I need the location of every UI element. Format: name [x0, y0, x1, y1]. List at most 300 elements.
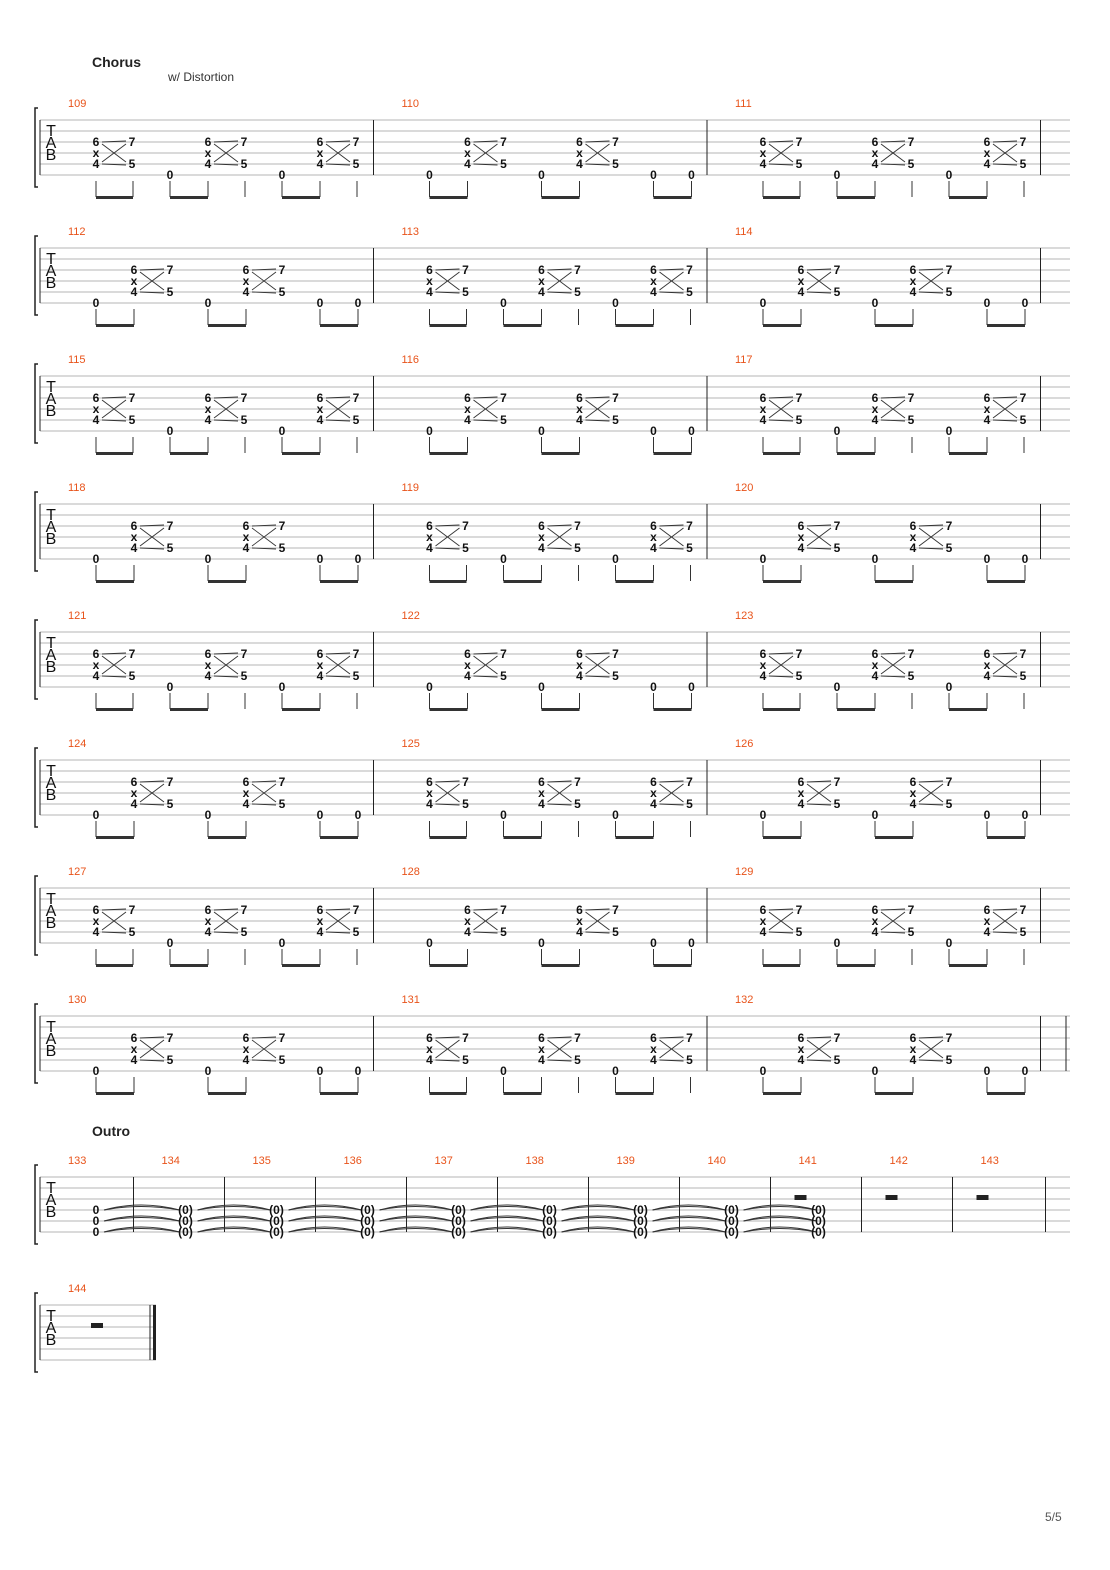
- fret-number: 4: [909, 797, 917, 811]
- beam: [949, 964, 987, 967]
- fret-number: 7: [240, 647, 248, 661]
- fret-number: 4: [797, 1053, 805, 1067]
- tab-letter-b: B: [45, 1204, 57, 1221]
- fret-number: 5: [1019, 669, 1027, 683]
- fret-number: 6: [242, 519, 250, 533]
- fret-number: 5: [574, 1053, 581, 1067]
- fret-number: 6: [871, 391, 879, 405]
- fret-number: 4: [464, 157, 471, 171]
- tab-letter-b: B: [45, 403, 57, 420]
- fret-number: 6: [759, 391, 767, 405]
- fret-number: 5: [278, 541, 286, 555]
- dead-note: x: [759, 146, 767, 160]
- fret-number: 7: [462, 519, 469, 533]
- beam: [987, 836, 1025, 839]
- measure-number: 126: [735, 738, 754, 750]
- tab-system-7: [35, 876, 1070, 955]
- fret-number: 7: [240, 135, 248, 149]
- open-note: 0: [354, 1064, 362, 1078]
- fret-number: 4: [759, 157, 767, 171]
- fret-number: 6: [538, 1031, 545, 1045]
- fret-number: 0: [92, 1214, 100, 1228]
- measure-number: 143: [980, 1155, 999, 1167]
- fret-number: 4: [92, 669, 100, 683]
- tab-letter-t: T: [46, 379, 56, 396]
- fret-number: 4: [871, 669, 879, 683]
- tab-letter-b: B: [45, 787, 57, 804]
- fret-number: 5: [240, 157, 248, 171]
- system-bracket: [35, 364, 38, 443]
- dead-note: x: [576, 146, 583, 160]
- fret-number: 7: [945, 519, 953, 533]
- beam: [542, 196, 580, 199]
- fret-number: 7: [833, 775, 841, 789]
- beam: [208, 324, 246, 327]
- tied-note: (0): [360, 1225, 375, 1239]
- dead-note: x: [130, 786, 138, 800]
- fret-number: 5: [352, 157, 360, 171]
- fret-number: 4: [650, 797, 657, 811]
- fret-number: 4: [759, 925, 767, 939]
- fret-number: 5: [612, 157, 619, 171]
- fret-number: 4: [983, 925, 991, 939]
- fret-number: 6: [983, 135, 991, 149]
- beam: [430, 1092, 467, 1095]
- tie: [289, 1227, 362, 1232]
- fret-number: 5: [166, 797, 174, 811]
- open-note: 0: [833, 680, 841, 694]
- measure-number: 134: [161, 1155, 180, 1167]
- open-note: 0: [538, 424, 545, 438]
- fret-number: 7: [462, 775, 469, 789]
- tab-system-3: [35, 364, 1070, 443]
- fret-number: 4: [759, 669, 767, 683]
- open-note: 0: [945, 936, 953, 950]
- measure-number: 111: [735, 98, 752, 110]
- tie: [562, 1205, 635, 1210]
- fret-number: 5: [612, 925, 619, 939]
- fret-number: 7: [278, 263, 286, 277]
- dead-note: x: [759, 658, 767, 672]
- fret-number: 6: [464, 647, 471, 661]
- beam: [763, 580, 801, 583]
- system-bracket: [35, 876, 38, 955]
- open-note: 0: [871, 552, 879, 566]
- fret-number: 5: [795, 669, 803, 683]
- beam: [430, 580, 467, 583]
- fret-number: 5: [686, 541, 693, 555]
- fret-number: 7: [795, 903, 803, 917]
- fret-number: 0: [92, 1203, 100, 1217]
- dead-note: x: [130, 530, 138, 544]
- fret-number: 7: [352, 903, 360, 917]
- tied-note: (0): [451, 1203, 466, 1217]
- open-note: 0: [945, 168, 953, 182]
- dead-note: x: [316, 402, 324, 416]
- fret-number: 5: [128, 669, 136, 683]
- open-note: 0: [983, 552, 991, 566]
- beam: [430, 708, 468, 711]
- fret-number: 4: [538, 285, 545, 299]
- open-note: 0: [426, 168, 433, 182]
- beam: [987, 580, 1025, 583]
- dead-note: x: [909, 274, 917, 288]
- beam: [208, 580, 246, 583]
- whole-rest: [886, 1195, 898, 1200]
- fret-number: 7: [128, 647, 136, 661]
- tab-letter-t: T: [46, 635, 56, 652]
- fret-number: 7: [462, 263, 469, 277]
- fret-number: 5: [240, 925, 248, 939]
- measure-number: 122: [401, 610, 420, 622]
- open-note: 0: [500, 552, 507, 566]
- tie: [562, 1216, 635, 1221]
- fret-number: 5: [907, 157, 915, 171]
- tied-note: (0): [178, 1225, 193, 1239]
- fret-number: 5: [795, 413, 803, 427]
- fret-number: 6: [983, 903, 991, 917]
- tied-note: (0): [811, 1214, 826, 1228]
- open-note: 0: [166, 168, 174, 182]
- fret-number: 7: [686, 519, 693, 533]
- fret-number: 5: [166, 1053, 174, 1067]
- fret-number: 6: [909, 263, 917, 277]
- system-bracket: [35, 748, 38, 827]
- fret-number: 4: [983, 669, 991, 683]
- dead-note: x: [797, 786, 805, 800]
- fret-number: 5: [500, 669, 507, 683]
- measure-number: 131: [401, 994, 420, 1006]
- fret-number: 7: [795, 647, 803, 661]
- tied-note: (0): [269, 1214, 284, 1228]
- fret-number: 6: [204, 903, 212, 917]
- beam: [208, 1092, 246, 1095]
- dead-note: x: [316, 658, 324, 672]
- beam: [320, 324, 358, 327]
- fret-number: 7: [833, 263, 841, 277]
- fret-number: 5: [795, 157, 803, 171]
- fret-number: 4: [426, 541, 433, 555]
- fret-number: 4: [538, 541, 545, 555]
- beam: [504, 836, 542, 839]
- fret-number: 5: [945, 541, 953, 555]
- fret-number: 6: [797, 775, 805, 789]
- measure-number: 123: [735, 610, 754, 622]
- open-note: 0: [945, 680, 953, 694]
- tie: [104, 1205, 180, 1210]
- fret-number: 7: [1019, 135, 1027, 149]
- fret-number: 4: [316, 925, 324, 939]
- beam: [987, 324, 1025, 327]
- tied-note: (0): [633, 1214, 648, 1228]
- fret-number: 6: [650, 519, 657, 533]
- open-note: 0: [688, 168, 695, 182]
- fret-number: 7: [278, 775, 286, 789]
- fret-number: 7: [128, 391, 136, 405]
- fret-number: 7: [686, 775, 693, 789]
- fret-number: 4: [204, 413, 212, 427]
- dead-note: x: [130, 274, 138, 288]
- tab-system-5: [35, 620, 1070, 699]
- open-note: 0: [426, 680, 433, 694]
- fret-number: 0: [92, 1225, 100, 1239]
- open-note: 0: [759, 1064, 767, 1078]
- beam: [875, 324, 913, 327]
- beam: [763, 964, 800, 967]
- beam: [430, 964, 468, 967]
- fret-number: 4: [130, 797, 138, 811]
- fret-number: 6: [983, 647, 991, 661]
- tab-letter-a: A: [45, 391, 57, 408]
- fret-number: 5: [907, 413, 915, 427]
- tab-letter-b: B: [45, 275, 57, 292]
- fret-number: 7: [500, 135, 507, 149]
- tied-note: (0): [451, 1214, 466, 1228]
- fret-number: 5: [128, 413, 136, 427]
- fret-number: 4: [464, 413, 471, 427]
- fret-number: 6: [426, 775, 433, 789]
- fret-number: 6: [538, 519, 545, 533]
- open-note: 0: [871, 808, 879, 822]
- dead-note: x: [426, 786, 433, 800]
- fret-number: 4: [538, 1053, 545, 1067]
- tied-note: (0): [269, 1203, 284, 1217]
- beam: [504, 580, 542, 583]
- beam: [987, 1092, 1025, 1095]
- fret-number: 5: [686, 1053, 693, 1067]
- fret-number: 6: [650, 263, 657, 277]
- tie: [653, 1216, 726, 1221]
- whole-rest: [795, 1195, 807, 1200]
- tie: [104, 1216, 180, 1221]
- dead-note: x: [909, 786, 917, 800]
- beam: [208, 836, 246, 839]
- fret-number: 5: [574, 285, 581, 299]
- fret-number: 5: [500, 925, 507, 939]
- measure-number: 113: [401, 226, 420, 238]
- section-title-outro: Outro: [92, 1123, 131, 1139]
- fret-number: 5: [574, 541, 581, 555]
- fret-number: 5: [462, 285, 469, 299]
- fret-number: 6: [576, 391, 583, 405]
- beam: [875, 1092, 913, 1095]
- dead-note: x: [464, 146, 471, 160]
- open-note: 0: [316, 552, 324, 566]
- beam: [837, 196, 875, 199]
- fret-number: 5: [1019, 157, 1027, 171]
- fret-number: 7: [907, 391, 915, 405]
- measure-number: 130: [68, 994, 87, 1006]
- fret-number: 4: [426, 1053, 433, 1067]
- fret-number: 6: [759, 647, 767, 661]
- dead-note: x: [983, 658, 991, 672]
- dead-note: x: [797, 1042, 805, 1056]
- tab-letter-t: T: [46, 1019, 56, 1036]
- measure-number: 120: [735, 482, 754, 494]
- measure-number: 127: [68, 866, 87, 878]
- beam: [949, 196, 987, 199]
- dead-note: x: [871, 658, 879, 672]
- open-note: 0: [204, 552, 212, 566]
- tie: [744, 1216, 817, 1221]
- beam: [430, 196, 468, 199]
- beam: [170, 196, 208, 199]
- beam: [96, 1092, 134, 1095]
- tab-letter-t: T: [46, 123, 56, 140]
- fret-number: 7: [945, 1031, 953, 1045]
- fret-number: 4: [650, 541, 657, 555]
- fret-number: 7: [945, 775, 953, 789]
- fret-number: 6: [130, 1031, 138, 1045]
- tie: [471, 1227, 544, 1232]
- fret-number: 6: [316, 135, 324, 149]
- dead-note: x: [538, 1042, 545, 1056]
- beam: [837, 964, 875, 967]
- fret-number: 5: [500, 157, 507, 171]
- measure-number: 144: [68, 1283, 87, 1295]
- dead-note: x: [983, 914, 991, 928]
- fret-number: 5: [1019, 413, 1027, 427]
- page-number: 5/5: [1045, 1510, 1062, 1524]
- fret-number: 6: [797, 263, 805, 277]
- tie: [653, 1227, 726, 1232]
- tab-letter-b: B: [45, 1332, 57, 1349]
- fret-number: 6: [759, 903, 767, 917]
- measure-number: 141: [798, 1155, 817, 1167]
- fret-number: 7: [500, 647, 507, 661]
- beam: [654, 196, 692, 199]
- fret-number: 7: [833, 519, 841, 533]
- fret-number: 7: [240, 903, 248, 917]
- tie: [104, 1227, 180, 1232]
- fret-number: 5: [833, 797, 841, 811]
- measure-number: 109: [68, 98, 87, 110]
- tie: [198, 1227, 271, 1232]
- measure-number: 119: [401, 482, 420, 494]
- measure-number: 129: [735, 866, 754, 878]
- open-note: 0: [1021, 552, 1029, 566]
- dead-note: x: [797, 274, 805, 288]
- fret-number: 5: [500, 413, 507, 427]
- tie: [562, 1227, 635, 1232]
- tab-letter-b: B: [45, 659, 57, 676]
- fret-number: 5: [352, 669, 360, 683]
- open-note: 0: [166, 680, 174, 694]
- fret-number: 4: [983, 413, 991, 427]
- tied-note: (0): [811, 1203, 826, 1217]
- tied-note: (0): [178, 1203, 193, 1217]
- fret-number: 4: [92, 413, 100, 427]
- dead-note: x: [909, 1042, 917, 1056]
- open-note: 0: [871, 1064, 879, 1078]
- fret-number: 5: [352, 413, 360, 427]
- system-bracket: [35, 620, 38, 699]
- fret-number: 7: [1019, 903, 1027, 917]
- fret-number: 6: [576, 903, 583, 917]
- beam: [430, 836, 467, 839]
- system-bracket: [35, 108, 38, 187]
- fret-number: 7: [574, 519, 581, 533]
- fret-number: 6: [426, 263, 433, 277]
- beam: [763, 836, 801, 839]
- fret-number: 4: [759, 413, 767, 427]
- tab-letter-t: T: [46, 1180, 56, 1197]
- beam: [320, 1092, 358, 1095]
- fret-number: 7: [574, 775, 581, 789]
- fret-number: 6: [92, 647, 100, 661]
- beam: [654, 708, 692, 711]
- dead-note: x: [871, 146, 879, 160]
- fret-number: 5: [612, 669, 619, 683]
- beam: [282, 452, 320, 455]
- open-note: 0: [354, 808, 362, 822]
- tab-letter-a: A: [45, 135, 57, 152]
- section-title-chorus: Chorus: [92, 54, 141, 70]
- fret-number: 6: [797, 1031, 805, 1045]
- tie: [380, 1205, 453, 1210]
- dead-note: x: [538, 274, 545, 288]
- tab-letter-b: B: [45, 915, 57, 932]
- open-note: 0: [278, 168, 286, 182]
- dead-note: x: [759, 402, 767, 416]
- tied-note: (0): [633, 1203, 648, 1217]
- beam: [504, 324, 542, 327]
- fret-number: 5: [240, 669, 248, 683]
- fret-number: 5: [833, 541, 841, 555]
- tab-letter-t: T: [46, 1308, 56, 1325]
- tied-note: (0): [451, 1225, 466, 1239]
- open-note: 0: [538, 936, 545, 950]
- tied-note: (0): [542, 1225, 557, 1239]
- fret-number: 6: [797, 519, 805, 533]
- system-bracket: [35, 492, 38, 571]
- fret-number: 6: [576, 135, 583, 149]
- fret-number: 7: [686, 1031, 693, 1045]
- fret-number: 7: [907, 135, 915, 149]
- fret-number: 6: [92, 391, 100, 405]
- dead-note: x: [242, 274, 250, 288]
- fret-number: 5: [574, 797, 581, 811]
- fret-number: 6: [316, 391, 324, 405]
- tied-note: (0): [542, 1214, 557, 1228]
- fret-number: 4: [576, 925, 583, 939]
- beam: [96, 964, 133, 967]
- measure-number: 124: [68, 738, 87, 750]
- beam: [170, 708, 208, 711]
- fret-number: 4: [316, 157, 324, 171]
- beam: [96, 836, 134, 839]
- fret-number: 5: [945, 797, 953, 811]
- open-note: 0: [354, 296, 362, 310]
- system-bracket: [35, 1004, 38, 1083]
- dead-note: x: [464, 658, 471, 672]
- measure-number: 142: [889, 1155, 908, 1167]
- open-note: 0: [688, 424, 695, 438]
- fret-number: 7: [352, 135, 360, 149]
- fret-number: 5: [612, 413, 619, 427]
- measure-number: 121: [68, 610, 87, 622]
- beam: [282, 708, 320, 711]
- beam: [949, 708, 987, 711]
- beam: [542, 964, 580, 967]
- fret-number: 4: [92, 925, 100, 939]
- open-note: 0: [426, 936, 433, 950]
- fret-number: 4: [92, 157, 100, 171]
- fret-number: 7: [166, 519, 174, 533]
- measure-number: 135: [252, 1155, 271, 1167]
- open-note: 0: [538, 168, 545, 182]
- fret-number: 7: [166, 263, 174, 277]
